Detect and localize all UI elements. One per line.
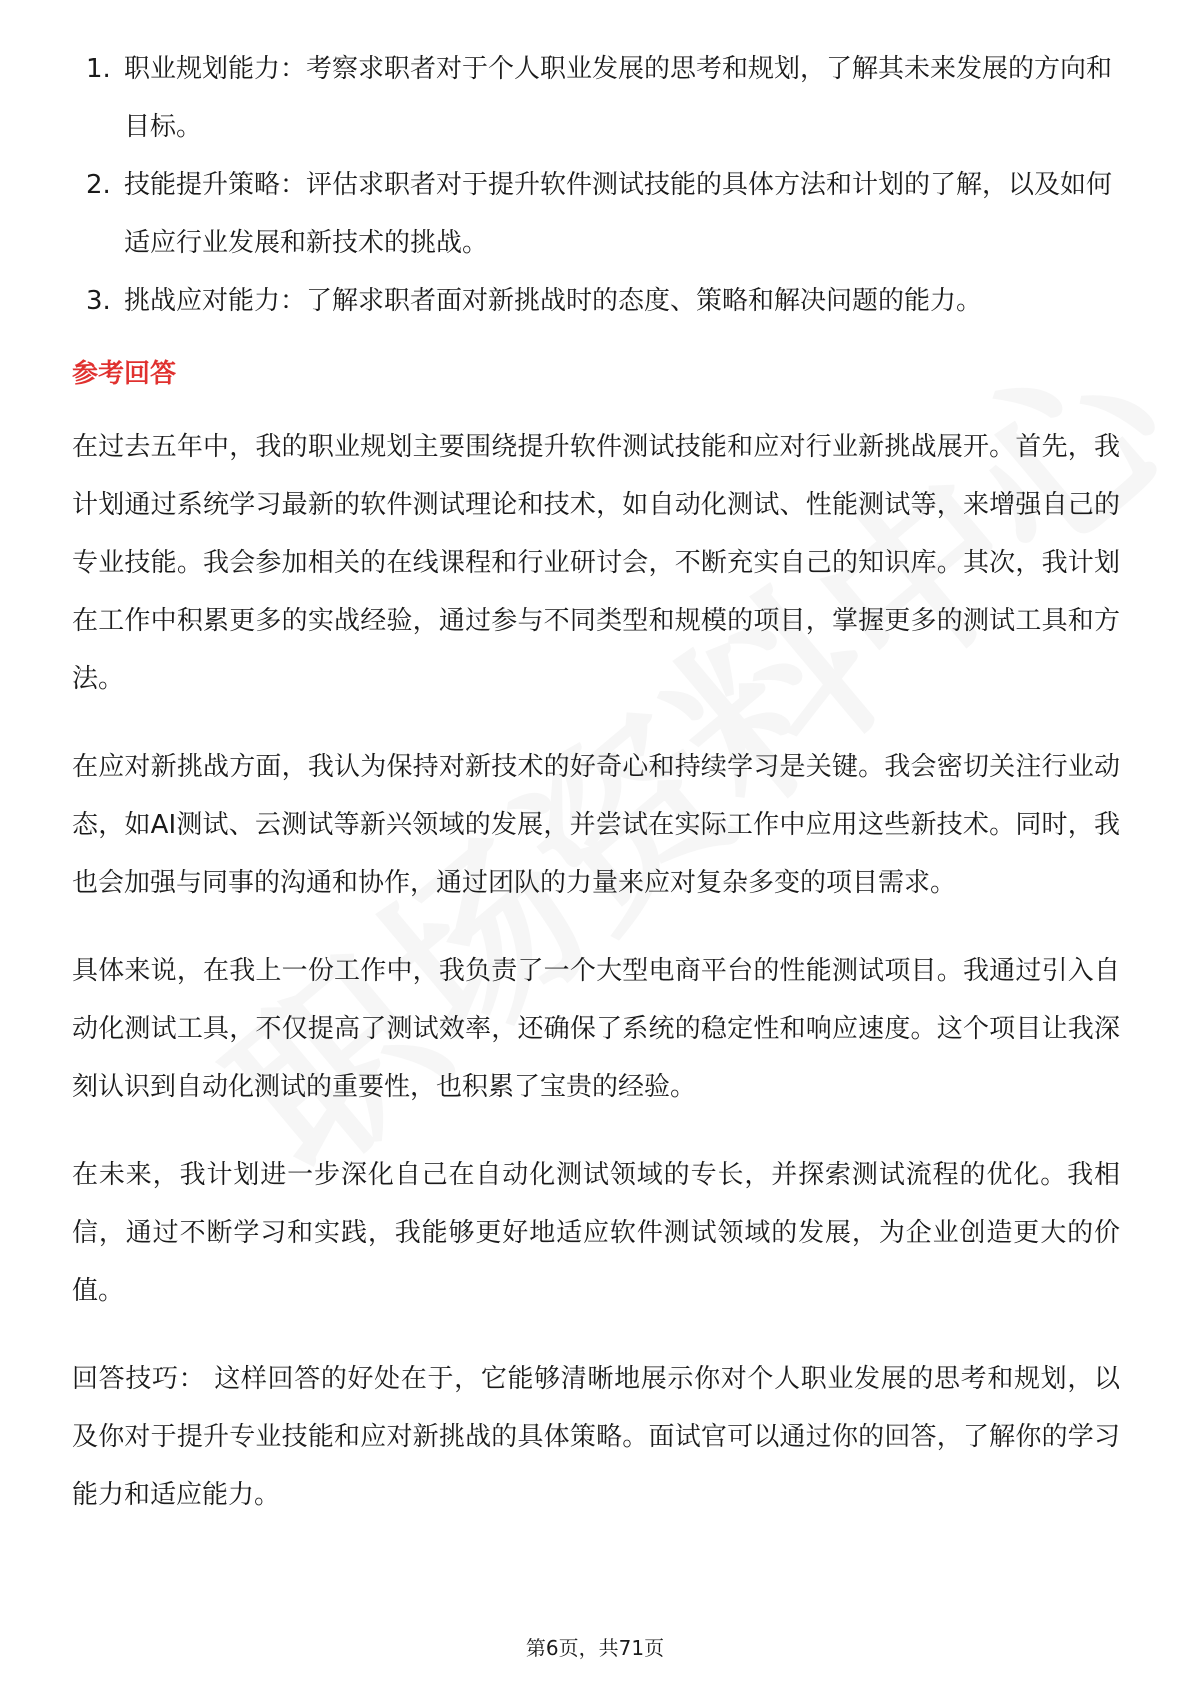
list-item bbox=[72, 40, 1120, 156]
list-item bbox=[72, 272, 1120, 330]
answer-paragraph: 在未来，我计划进一步深化自己在自动化测试领域的专长，并探索测试流程的优化。我相信，通过不断学习和实践，我能够更好地适应软件测试领域的发展，为企业创造更大的价值。 bbox=[72, 1160, 1120, 1306]
answer-paragraph: 在过去五年中，我的职业规划主要围绕提升软件测试技能和应对行业新挑战展开。首先，我计划通过系统学习最新的软件测试理论和技术，如自动化测试、性能测试等，来增强自己的专业技能。我会参加相关的在线课程和行业研讨会，不断充实自己的知识库。其次，我计划在工作中积累更多的实战经验，通过参与不同类型和规模的项目，掌握更多的测试工具和方法。 bbox=[72, 432, 1120, 694]
list-item bbox=[72, 156, 1120, 272]
answer-tips-paragraph: 回答技巧： 这样回答的好处在于，它能够清晰地展示你对个人职业发展的思考和规划，以及你对于提升专业技能和应对新挑战的具体策略。面试官可以通过你的回答，了解你的学习能力和适应能力。 bbox=[72, 1364, 1120, 1510]
list-item-text: 挑战应对能力：了解求职者面对新挑战时的态度、策略和解决问题的能力。 bbox=[124, 286, 983, 316]
answer-paragraph: 具体来说，在我上一份工作中，我负责了一个大型电商平台的性能测试项目。我通过引入自动化测试工具，不仅提高了测试效率，还确保了系统的稳定性和响应速度。这个项目让我深刻认识到自动化测试的重要性，也积累了宝贵的经验。 bbox=[72, 956, 1120, 1102]
list-item-number: 3. bbox=[86, 286, 111, 316]
page-number: 第6页，共71页 bbox=[525, 1636, 665, 1660]
list-item-number: 1. bbox=[86, 54, 111, 84]
evaluation-points-list bbox=[72, 40, 1120, 330]
page-content bbox=[72, 40, 1120, 1554]
list-item-number: 2. bbox=[86, 170, 111, 200]
list-item-text: 职业规划能力：考察求职者对于个人职业发展的思考和规划，了解其未来发展的方向和目标。 bbox=[124, 54, 1113, 142]
answer-paragraph: 在应对新挑战方面，我认为保持对新技术的好奇心和持续学习是关键。我会密切关注行业动态，如AI测试、云测试等新兴领域的发展，并尝试在实际工作中应用这些新技术。同时，我也会加强与同事的沟通和协作，通过团队的力量来应对复杂多变的项目需求。 bbox=[72, 752, 1120, 898]
list-item-text: 技能提升策略：评估求职者对于提升软件测试技能的具体方法和计划的了解，以及如何适应行业发展和新技术的挑战。 bbox=[124, 170, 1113, 258]
reference-answer-heading: 参考回答 bbox=[72, 359, 177, 389]
